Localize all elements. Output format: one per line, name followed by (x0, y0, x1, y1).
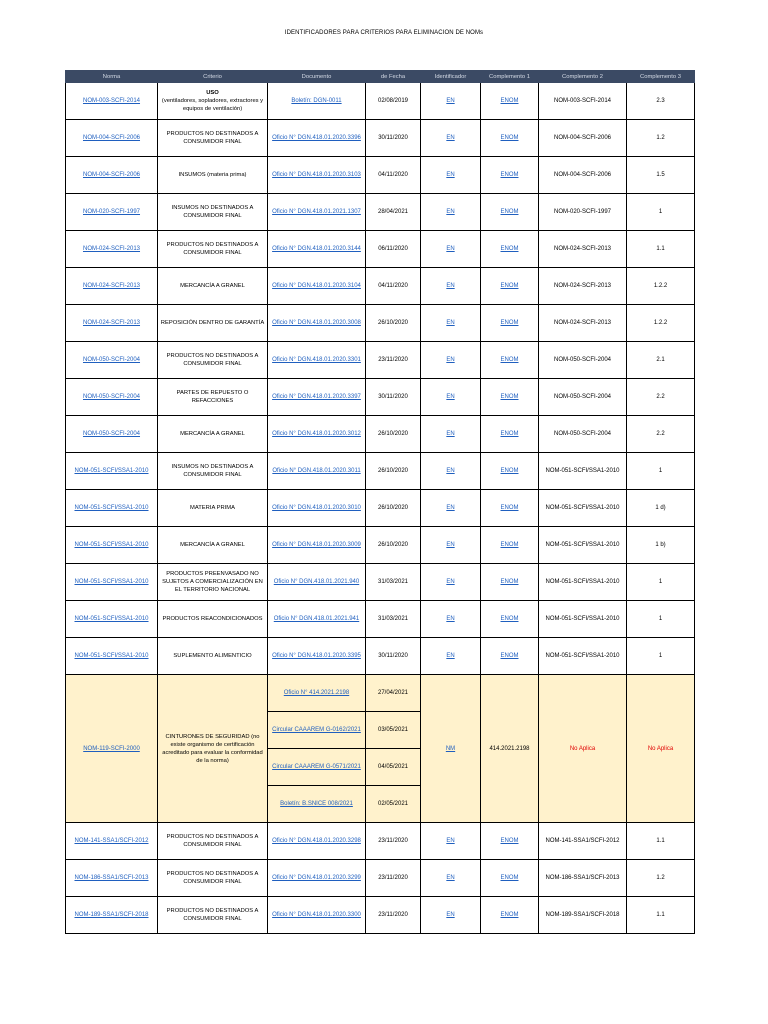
norma-link[interactable]: NOM-051-SCFI/SSA1-2010 (74, 616, 149, 622)
table-row (66, 638, 695, 675)
fecha-cell: 03/05/2021 (366, 712, 421, 749)
criterio-cell: PRODUCTOS NO DESTINADOS A CONSUMIDOR FINAL (158, 120, 268, 157)
identificador-link[interactable]: EN (446, 172, 455, 178)
complemento-2-cell: NOM-186-SSA1/SCFI-2013 (539, 860, 627, 897)
criterio-cell: PRODUCTOS REACONDICIONADOS (158, 601, 268, 638)
table-row (66, 305, 695, 342)
complemento-2-cell: NOM-189-SSA1/SCFI-2018 (539, 897, 627, 934)
criterio-cell: PRODUCTOS PREENVASADO NO SUJETOS A COMERCIALIZACIÓN EN EL TERRITORIO NACIONAL (158, 564, 268, 601)
criterio-cell: INSUMOS NO DESTINADOS A CONSUMIDOR FINAL (158, 194, 268, 231)
fecha-cell: 06/11/2020 (366, 231, 421, 268)
complemento-2-cell: NOM-051-SCFI/SSA1-2010 (539, 638, 627, 675)
documento-link[interactable]: Oficio N° DGN.418.01.2020.3299 (272, 875, 361, 881)
documento-link[interactable]: Circular CAAAREM G-0162/2021 (272, 727, 361, 733)
documento-link[interactable]: Oficio N° DGN.418.01.2020.3301 (272, 357, 361, 363)
criterio-cell: MATERIA PRIMA (158, 490, 268, 527)
complemento-2-cell: NOM-004-SCFI-2006 (539, 120, 627, 157)
criterio-cell: MERCANCÍA A GRANEL (158, 268, 268, 305)
table-row (66, 453, 695, 490)
complemento-3-cell: 1.1 (627, 897, 695, 934)
norma-link[interactable]: NOM-024-SCFI-2013 (82, 320, 141, 326)
identificador-link[interactable]: NM (445, 745, 456, 752)
complemento-3-cell: 1.2.2 (627, 305, 695, 342)
table-row (66, 379, 695, 416)
fecha-cell: 26/10/2020 (366, 527, 421, 564)
table-row (66, 823, 695, 860)
documento-link[interactable]: Oficio N° DGN.418.01.2020.3010 (272, 505, 361, 511)
fecha-cell: 26/10/2020 (366, 490, 421, 527)
norma-link[interactable]: NOM-186-SSA1/SCFI-2013 (74, 875, 149, 881)
complemento-3-cell: 1.2.2 (627, 268, 695, 305)
complemento-2-cell: NOM-024-SCFI-2013 (539, 268, 627, 305)
criterio-cell: PRODUCTOS NO DESTINADOS A CONSUMIDOR FINAL (158, 823, 268, 860)
fecha-cell: 02/08/2019 (366, 83, 421, 120)
fecha-cell: 31/03/2021 (366, 601, 421, 638)
complemento-3-cell: 2.2 (627, 416, 695, 453)
norma-link[interactable]: NOM-051-SCFI/SSA1-2010 (74, 468, 149, 474)
identificador-link[interactable]: EN (446, 912, 455, 918)
table-header-row (66, 71, 695, 83)
complemento-1-link[interactable]: ENOM (500, 912, 519, 918)
norma-link[interactable]: NOM-051-SCFI/SSA1-2010 (74, 505, 149, 511)
fecha-cell: 26/10/2020 (366, 453, 421, 490)
table-row (66, 120, 695, 157)
complemento-3-cell: No Aplica (627, 675, 695, 823)
norma-link[interactable]: NOM-050-SCFI-2004 (82, 357, 141, 363)
identificador-link[interactable]: EN (446, 246, 455, 252)
table-row (66, 157, 695, 194)
identificador-link[interactable]: EN (446, 579, 455, 585)
identificador-link[interactable]: EN (446, 394, 455, 400)
complemento-3-cell: 1.5 (627, 157, 695, 194)
criterio-cell: PRODUCTOS NO DESTINADOS A CONSUMIDOR FINAL (158, 231, 268, 268)
complemento-3-cell: 1 d) (627, 490, 695, 527)
identificador-link[interactable]: EN (446, 98, 455, 104)
complemento-3-cell: 2.3 (627, 83, 695, 120)
identificador-link[interactable]: EN (446, 616, 455, 622)
table-row (66, 490, 695, 527)
norma-link[interactable]: NOM-020-SCFI-1997 (82, 209, 141, 215)
fecha-cell: 04/11/2020 (366, 157, 421, 194)
table-row (66, 342, 695, 379)
identificador-link[interactable]: EN (446, 542, 455, 548)
complemento-2-cell: NOM-024-SCFI-2013 (539, 305, 627, 342)
fecha-cell: 04/11/2020 (366, 268, 421, 305)
complemento-1-link[interactable]: ENOM (500, 875, 519, 881)
complemento-3-cell: 1 (627, 453, 695, 490)
criterio-cell: PRODUCTOS NO DESTINADOS A CONSUMIDOR FINAL (158, 860, 268, 897)
fecha-cell: 30/11/2020 (366, 638, 421, 675)
norma-link[interactable]: NOM-004-SCFI-2006 (82, 172, 141, 178)
documento-link[interactable]: Boletín: B.SNICE 008/2021 (280, 801, 353, 807)
criterio-cell: MERCANCÍA A GRANEL (158, 527, 268, 564)
complemento-2-cell: NOM-051-SCFI/SSA1-2010 (539, 490, 627, 527)
complemento-3-cell: 1 (627, 564, 695, 601)
complemento-2-cell: NOM-051-SCFI/SSA1-2010 (539, 527, 627, 564)
documento-link[interactable]: Oficio N° DGN.418.01.2020.3103 (272, 172, 361, 178)
fecha-cell: 23/11/2020 (366, 823, 421, 860)
documento-link[interactable]: Oficio N° DGN.418.01.2020.3396 (272, 135, 361, 141)
documento-link[interactable]: Circular CAAAREM G-0571/2021 (272, 764, 361, 770)
complemento-1-link[interactable]: ENOM (500, 616, 519, 622)
fecha-cell: 04/05/2021 (366, 749, 421, 786)
complemento-1-link[interactable]: ENOM (500, 283, 519, 289)
complemento-3-cell: 1.1 (627, 823, 695, 860)
column-header-identificador: Identificador (421, 71, 481, 83)
norma-link[interactable]: NOM-003-SCFI-2014 (82, 98, 141, 104)
identificador-link[interactable]: EN (446, 838, 455, 844)
norma-link[interactable]: NOM-051-SCFI/SSA1-2010 (74, 579, 149, 585)
complemento-2-cell: NOM-003-SCFI-2014 (539, 83, 627, 120)
identificador-link[interactable]: EN (446, 320, 455, 326)
complemento-1-link[interactable]: ENOM (500, 653, 519, 659)
identificador-link[interactable]: EN (446, 505, 455, 511)
documento-link[interactable]: Oficio N° DGN.418.01.2021.1307 (272, 209, 361, 215)
identificador-link[interactable]: EN (446, 468, 455, 474)
table-row (66, 231, 695, 268)
complemento-1-link[interactable]: ENOM (500, 394, 519, 400)
identificador-link[interactable]: EN (446, 357, 455, 363)
documento-link[interactable]: Oficio N° DGN.418.01.2020.3144 (272, 246, 361, 252)
column-header-complemento-2: Complemento 2 (539, 71, 627, 83)
column-header-fecha: de Fecha (366, 71, 421, 83)
identificador-link[interactable]: EN (446, 283, 455, 289)
norma-link[interactable]: NOM-141-SSA1/SCFI-2012 (74, 838, 149, 844)
documento-link[interactable]: Oficio N° DGN.418.01.2020.3395 (272, 653, 361, 659)
fecha-cell: 28/04/2021 (366, 194, 421, 231)
complemento-1-link[interactable]: ENOM (500, 542, 519, 548)
norma-link[interactable]: NOM-051-SCFI/SSA1-2010 (74, 542, 149, 548)
complemento-3-cell: 1.2 (627, 120, 695, 157)
fecha-cell: 02/05/2021 (366, 786, 421, 823)
complemento-3-cell: 2.1 (627, 342, 695, 379)
criterio-title: USO (206, 90, 219, 96)
norma-link[interactable]: NOM-050-SCFI-2004 (82, 431, 141, 437)
complemento-2-cell: NOM-050-SCFI-2004 (539, 342, 627, 379)
complemento-3-cell: 2.2 (627, 379, 695, 416)
column-header-complemento-1: Complemento 1 (481, 71, 539, 83)
documento-link[interactable]: Oficio N° DGN.418.01.2020.3300 (272, 912, 361, 918)
fecha-cell: 30/11/2020 (366, 379, 421, 416)
complemento-2-cell: NOM-050-SCFI-2004 (539, 379, 627, 416)
norma-link[interactable]: NOM-004-SCFI-2006 (82, 135, 141, 141)
complemento-2-cell: NOM-020-SCFI-1997 (539, 194, 627, 231)
criterio-cell: CINTURONES DE SEGURIDAD (no existe organismo de certificación acreditado para evaluar la conformidad de la norma) (158, 675, 268, 823)
norma-link[interactable]: NOM-050-SCFI-2004 (82, 394, 141, 400)
documento-link[interactable]: Oficio N° DGN.418.01.2020.3011 (272, 468, 361, 474)
fecha-cell: 30/11/2020 (366, 120, 421, 157)
table-row (66, 860, 695, 897)
column-header-norma: Norma (66, 71, 158, 83)
complemento-2-cell: NOM-050-SCFI-2004 (539, 416, 627, 453)
complemento-1-link[interactable]: ENOM (500, 209, 519, 215)
complemento-2-cell: NOM-051-SCFI/SSA1-2010 (539, 601, 627, 638)
column-header-complemento-3: Complemento 3 (627, 71, 695, 83)
identificador-link[interactable]: EN (446, 653, 455, 659)
table-row (66, 564, 695, 601)
complemento-1-link[interactable]: ENOM (500, 98, 519, 104)
norma-link[interactable]: NOM-024-SCFI-2013 (82, 283, 141, 289)
norma-link[interactable]: NOM-119-SCFI-2000 (83, 745, 140, 752)
table-row (66, 83, 695, 120)
documento-link[interactable]: Oficio N° DGN.418.01.2021.940 (273, 579, 360, 585)
table-row-highlighted (66, 675, 695, 712)
documento-link[interactable]: Oficio N° DGN.418.01.2020.3008 (272, 320, 361, 326)
complemento-2-cell: NOM-004-SCFI-2006 (539, 157, 627, 194)
complemento-3-cell: 1.1 (627, 231, 695, 268)
criterio-cell: MERCANCÍA A GRANEL (158, 416, 268, 453)
complemento-1-link[interactable]: ENOM (500, 468, 519, 474)
fecha-cell: 23/11/2020 (366, 860, 421, 897)
table-row (66, 527, 695, 564)
criterio-cell: REPOSICIÓN DENTRO DE GARANTÍA (158, 305, 268, 342)
documento-link[interactable]: Oficio N° DGN.418.01.2020.3012 (272, 431, 361, 437)
complemento-1-link[interactable]: ENOM (500, 431, 519, 437)
table-row (66, 194, 695, 231)
complemento-3-cell: 1 (627, 638, 695, 675)
complemento-2-cell: NOM-051-SCFI/SSA1-2010 (539, 564, 627, 601)
complemento-1-link[interactable]: ENOM (500, 838, 519, 844)
complemento-1-link[interactable]: ENOM (500, 505, 519, 511)
complemento-1-cell: 414.2021.2198 (481, 675, 539, 823)
fecha-cell: 27/04/2021 (366, 675, 421, 712)
documento-link[interactable]: Oficio N° DGN.418.01.2020.3104 (272, 283, 361, 289)
complemento-3-cell: 1 (627, 194, 695, 231)
complemento-3-cell: 1 b) (627, 527, 695, 564)
criterio-cell: PRODUCTOS NO DESTINADOS A CONSUMIDOR FINAL (158, 342, 268, 379)
table-row (66, 601, 695, 638)
fecha-cell: 23/11/2020 (366, 897, 421, 934)
criterio-cell: SUPLEMENTO ALIMENTICIO (158, 638, 268, 675)
norma-link[interactable]: NOM-189-SSA1/SCFI-2018 (74, 912, 149, 918)
documento-link[interactable]: Oficio N° DGN.418.01.2021.941 (273, 616, 360, 622)
complemento-1-link[interactable]: ENOM (500, 172, 519, 178)
norma-link[interactable]: NOM-051-SCFI/SSA1-2010 (74, 653, 149, 659)
documento-link[interactable]: Oficio N° DGN.418.01.2020.3009 (272, 542, 361, 548)
criterio-text: (ventiladores, sopladores, extractores y equipos de ventilación) (161, 98, 264, 112)
complemento-1-link[interactable]: ENOM (500, 357, 519, 363)
norma-link[interactable]: NOM-024-SCFI-2013 (82, 246, 141, 252)
complemento-1-link[interactable]: ENOM (500, 579, 519, 585)
documento-link[interactable]: Oficio N° DGN.418.01.2020.3397 (272, 394, 361, 400)
documento-link[interactable]: Oficio N° 414.2021.2198 (283, 690, 350, 696)
identificador-link[interactable]: EN (446, 135, 455, 141)
complemento-1-link[interactable]: ENOM (500, 320, 519, 326)
criterio-cell: INSUMOS (materia prima) (158, 157, 268, 194)
criterio-cell: PARTES DE REPUESTO O REFACCIONES (158, 379, 268, 416)
fecha-cell: 26/10/2020 (366, 305, 421, 342)
complemento-3-cell: 1 (627, 601, 695, 638)
complemento-2-cell: NOM-051-SCFI/SSA1-2010 (539, 453, 627, 490)
complemento-2-cell: NOM-024-SCFI-2013 (539, 231, 627, 268)
page-title: IDENTIFICADORES PARA CRITERIOS PARA ELIMINACION DE NOMs (284, 30, 484, 36)
identificador-link[interactable]: EN (446, 209, 455, 215)
complemento-2-cell: No Aplica (539, 675, 627, 823)
column-header-criterio: Criterio (158, 71, 268, 83)
complemento-1-link[interactable]: ENOM (500, 135, 519, 141)
identificador-link[interactable]: EN (446, 431, 455, 437)
fecha-cell: 23/11/2020 (366, 342, 421, 379)
complemento-3-cell: 1.2 (627, 860, 695, 897)
table-row (66, 897, 695, 934)
fecha-cell: 31/03/2021 (366, 564, 421, 601)
identifiers-table (65, 70, 695, 934)
fecha-cell: 26/10/2020 (366, 416, 421, 453)
criterio-cell: PRODUCTOS NO DESTINADOS A CONSUMIDOR FINAL (158, 897, 268, 934)
documento-link[interactable]: Oficio N° DGN.418.01.2020.3298 (272, 838, 361, 844)
complemento-1-link[interactable]: ENOM (500, 246, 519, 252)
criterio-cell: INSUMOS NO DESTINADOS A CONSUMIDOR FINAL (158, 453, 268, 490)
table-row (66, 416, 695, 453)
table-row (66, 268, 695, 305)
identificador-link[interactable]: EN (446, 875, 455, 881)
documento-link[interactable]: Boletín: DGN-0011 (291, 98, 342, 104)
complemento-2-cell: NOM-141-SSA1/SCFI-2012 (539, 823, 627, 860)
column-header-documento: Documento (268, 71, 366, 83)
